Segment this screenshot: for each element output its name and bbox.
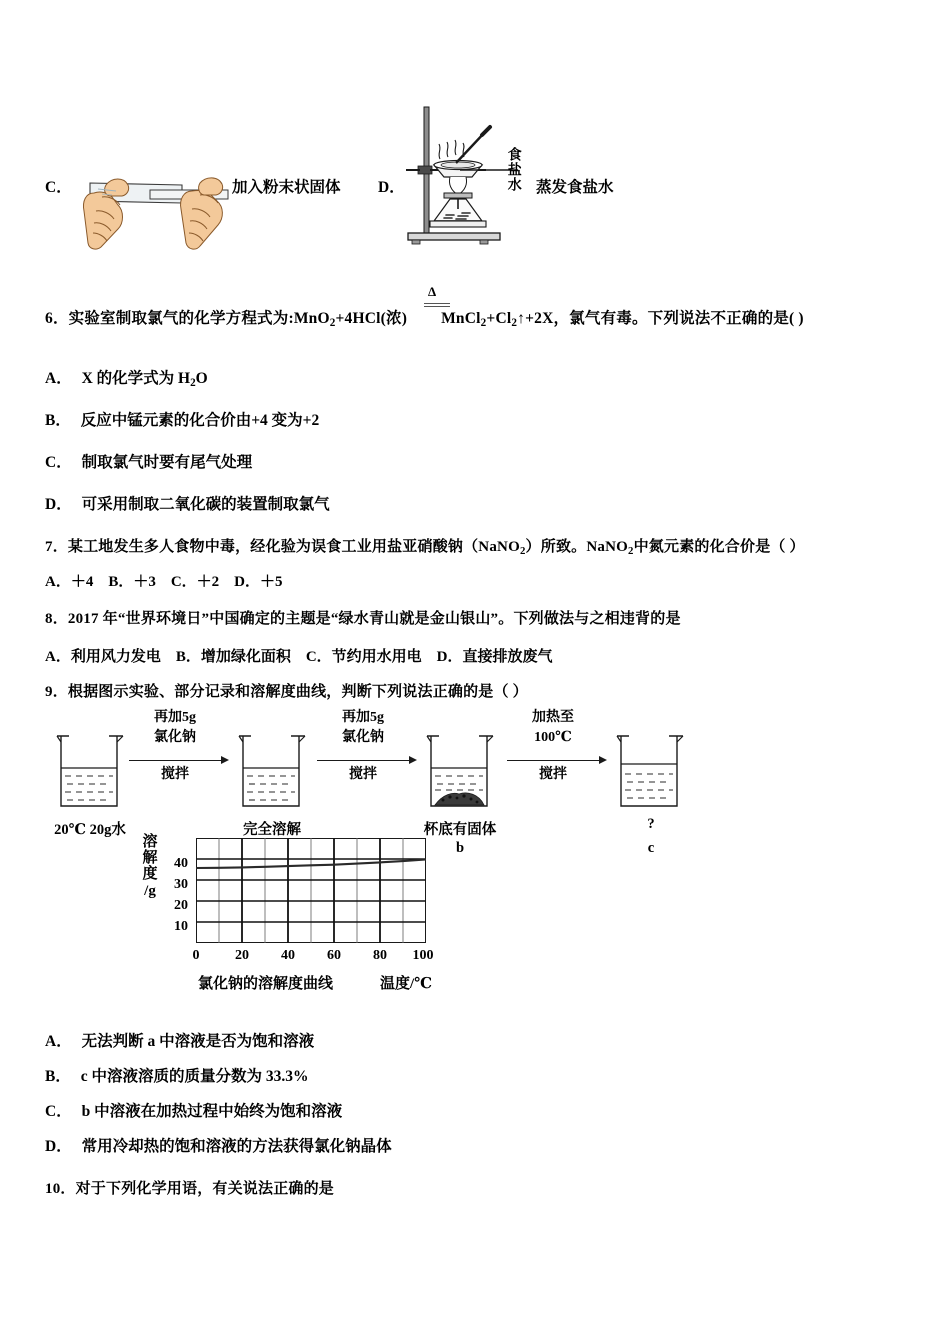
q6-option-c xyxy=(45,454,252,473)
q7-stem-c: 中氮元素的化合价是（ ） xyxy=(633,539,805,555)
q6-option-c-text: 制取氯气时要有尾气处理 xyxy=(81,454,253,471)
q7-sub1: 2 xyxy=(519,545,526,558)
q6-option-a-letter: A． xyxy=(45,370,72,387)
chart-x-axis-label: 温度/℃ xyxy=(380,976,433,992)
choice-c-letter: C． xyxy=(45,179,72,196)
q6-option-b xyxy=(45,412,319,431)
arrow-1-label-line2: 氯化钠 xyxy=(154,730,196,745)
y-axis-char-0: 溶 xyxy=(142,834,158,850)
chart-title: 氯化钠的溶解度曲线 xyxy=(198,976,334,992)
q6-option-a xyxy=(45,370,208,390)
beaker-b xyxy=(423,728,497,814)
q6-option-a-text-post: O xyxy=(195,370,208,387)
y-axis-char-1: 解 xyxy=(142,850,158,867)
chart-plot-area xyxy=(196,838,426,943)
q7-sub2: 2 xyxy=(627,545,634,558)
beaker-a xyxy=(235,728,309,814)
salt-water-vertical-label: 食盐水 xyxy=(505,147,521,192)
arrow-1-label-line1: 再加5g xyxy=(154,710,196,725)
arrow-1-line xyxy=(129,760,221,761)
q9-option-c-letter: C． xyxy=(45,1103,72,1120)
q9-option-d-text: 常用冷却热的饱和溶液的方法获得氯化钠晶体 xyxy=(81,1138,392,1155)
chart-ytick-20: 20 xyxy=(174,898,188,913)
q9-option-b xyxy=(45,1068,308,1087)
chart-xtick-60: 60 xyxy=(327,948,341,963)
q6-product-a-sub: 2 xyxy=(480,317,487,330)
question-9-stem: 9．根据图示实验、部分记录和溶解度曲线，判断下列说法正确的是（ ） xyxy=(45,684,528,700)
beaker-initial xyxy=(53,728,127,814)
arrow-1-head xyxy=(221,756,229,764)
arrow-2-label-line3: 搅拌 xyxy=(349,767,377,782)
arrow-2-label-line2: 氯化钠 xyxy=(342,730,384,745)
chart-ytick-10: 10 xyxy=(174,919,188,934)
reaction-arrow xyxy=(424,303,450,307)
beaker-initial-caption: 20℃ 20g水 xyxy=(54,822,126,838)
q6-option-a-sub: 2 xyxy=(190,377,196,390)
q7-stem-b: ）所致。NaNO xyxy=(525,539,628,555)
chart-xtick-80: 80 xyxy=(373,948,387,963)
arrow-2-label-line1: 再加5g xyxy=(342,710,384,725)
choice-d-letter: D． xyxy=(378,179,405,196)
beaker-c-id: c xyxy=(647,840,655,856)
q6-option-d xyxy=(45,496,330,515)
q6-product-b: +Cl xyxy=(486,310,512,327)
q6-stem-mid: +4HCl(浓) xyxy=(335,310,408,327)
q6-option-b-letter: B． xyxy=(45,412,71,429)
q9-option-a-letter: A． xyxy=(45,1033,72,1050)
question-7-stem xyxy=(45,538,805,558)
chart-ytick-40: 40 xyxy=(174,856,188,871)
q7-options-line: A．＋4 B．＋3 C．＋2 D．＋5 xyxy=(45,574,283,590)
beaker-a-caption: 完全溶解 xyxy=(243,822,301,838)
y-axis-char-3: /g xyxy=(144,882,156,899)
chart-xtick-100: 100 xyxy=(412,948,434,963)
q6-stem-prefix: 6．实验室制取氯气的化学方程式为:MnO xyxy=(45,310,330,327)
arrow-3-line xyxy=(507,760,599,761)
arrow-3-label-line2: 100℃ xyxy=(534,730,572,745)
q9-option-a xyxy=(45,1033,314,1052)
q6-option-b-text: 反应中锰元素的化合价由+4 变为+2 xyxy=(80,412,320,429)
q8-options-line: A．利用风力发电 B．增加绿化面积 C．节约用水用电 D．直接排放废气 xyxy=(45,649,553,665)
beaker-c-caption: ? xyxy=(647,816,655,832)
arrow-3-label-line3: 搅拌 xyxy=(539,767,567,782)
q7-stem-a: 7．某工地发生多人食物中毒，经化验为误食工业用盐亚硝酸钠（NaNO xyxy=(45,539,520,555)
q9-option-b-text: c 中溶液溶质的质量分数为 33.3% xyxy=(80,1068,309,1085)
evaporating-dish-apparatus-illustration xyxy=(400,103,520,248)
q9-option-d xyxy=(45,1138,392,1157)
choice-c-caption: 加入粉末状固体 xyxy=(232,179,341,196)
arrow-3-label-line1: 加热至 xyxy=(532,710,574,725)
reaction-condition-delta: Δ xyxy=(428,284,437,299)
arrow-2-line xyxy=(317,760,409,761)
arrow-1-label-line3: 搅拌 xyxy=(161,767,189,782)
q6-option-d-text: 可采用制取二氧化碳的装置制取氯气 xyxy=(81,496,330,513)
q6-product-a: MnCl xyxy=(441,310,481,327)
y-axis-char-2: 度 xyxy=(142,866,158,883)
arrow-3-head xyxy=(599,756,607,764)
chart-ytick-30: 30 xyxy=(174,877,188,892)
chart-xtick-0: 0 xyxy=(192,948,200,963)
choice-d-caption: 蒸发食盐水 xyxy=(536,179,614,196)
q6-product-c: ↑+2X， xyxy=(517,310,570,327)
question-10-stem: 10．对于下列化学用语，有关说法正确的是 xyxy=(45,1181,335,1197)
question-8-stem: 8．2017 年“世界环境日”中国确定的主题是“绿水青山就是金山银山”。下列做法与之相违背的是 xyxy=(45,611,681,627)
chart-xtick-20: 20 xyxy=(235,948,249,963)
q9-option-d-letter: D． xyxy=(45,1138,72,1155)
beaker-b-caption: 杯底有固体 xyxy=(423,822,497,838)
q6-option-c-letter: C． xyxy=(45,454,72,471)
arrow-2-head xyxy=(409,756,417,764)
q6-option-d-letter: D． xyxy=(45,496,72,513)
chart-xtick-40: 40 xyxy=(281,948,295,963)
q6-option-a-text: X 的化学式为 H xyxy=(81,370,191,387)
q9-option-c xyxy=(45,1103,342,1122)
q6-stem-sub1: 2 xyxy=(329,317,336,330)
beaker-c xyxy=(613,728,687,814)
question-6-stem xyxy=(45,310,804,330)
hands-holding-test-tube-illustration xyxy=(72,163,244,253)
q9-option-b-letter: B． xyxy=(45,1068,71,1085)
chart-y-axis-label xyxy=(140,834,160,899)
beaker-b-id: b xyxy=(455,840,465,856)
q6-stem-suffix: 氯气有毒。下列说法不正确的是( ) xyxy=(569,310,804,327)
q6-product-b-sub: 2 xyxy=(511,317,518,330)
solubility-curve-chart xyxy=(140,832,490,1007)
q9-option-a-text: 无法判断 a 中溶液是否为饱和溶液 xyxy=(81,1033,315,1050)
q9-option-c-text: b 中溶液在加热过程中始终为饱和溶液 xyxy=(81,1103,343,1120)
